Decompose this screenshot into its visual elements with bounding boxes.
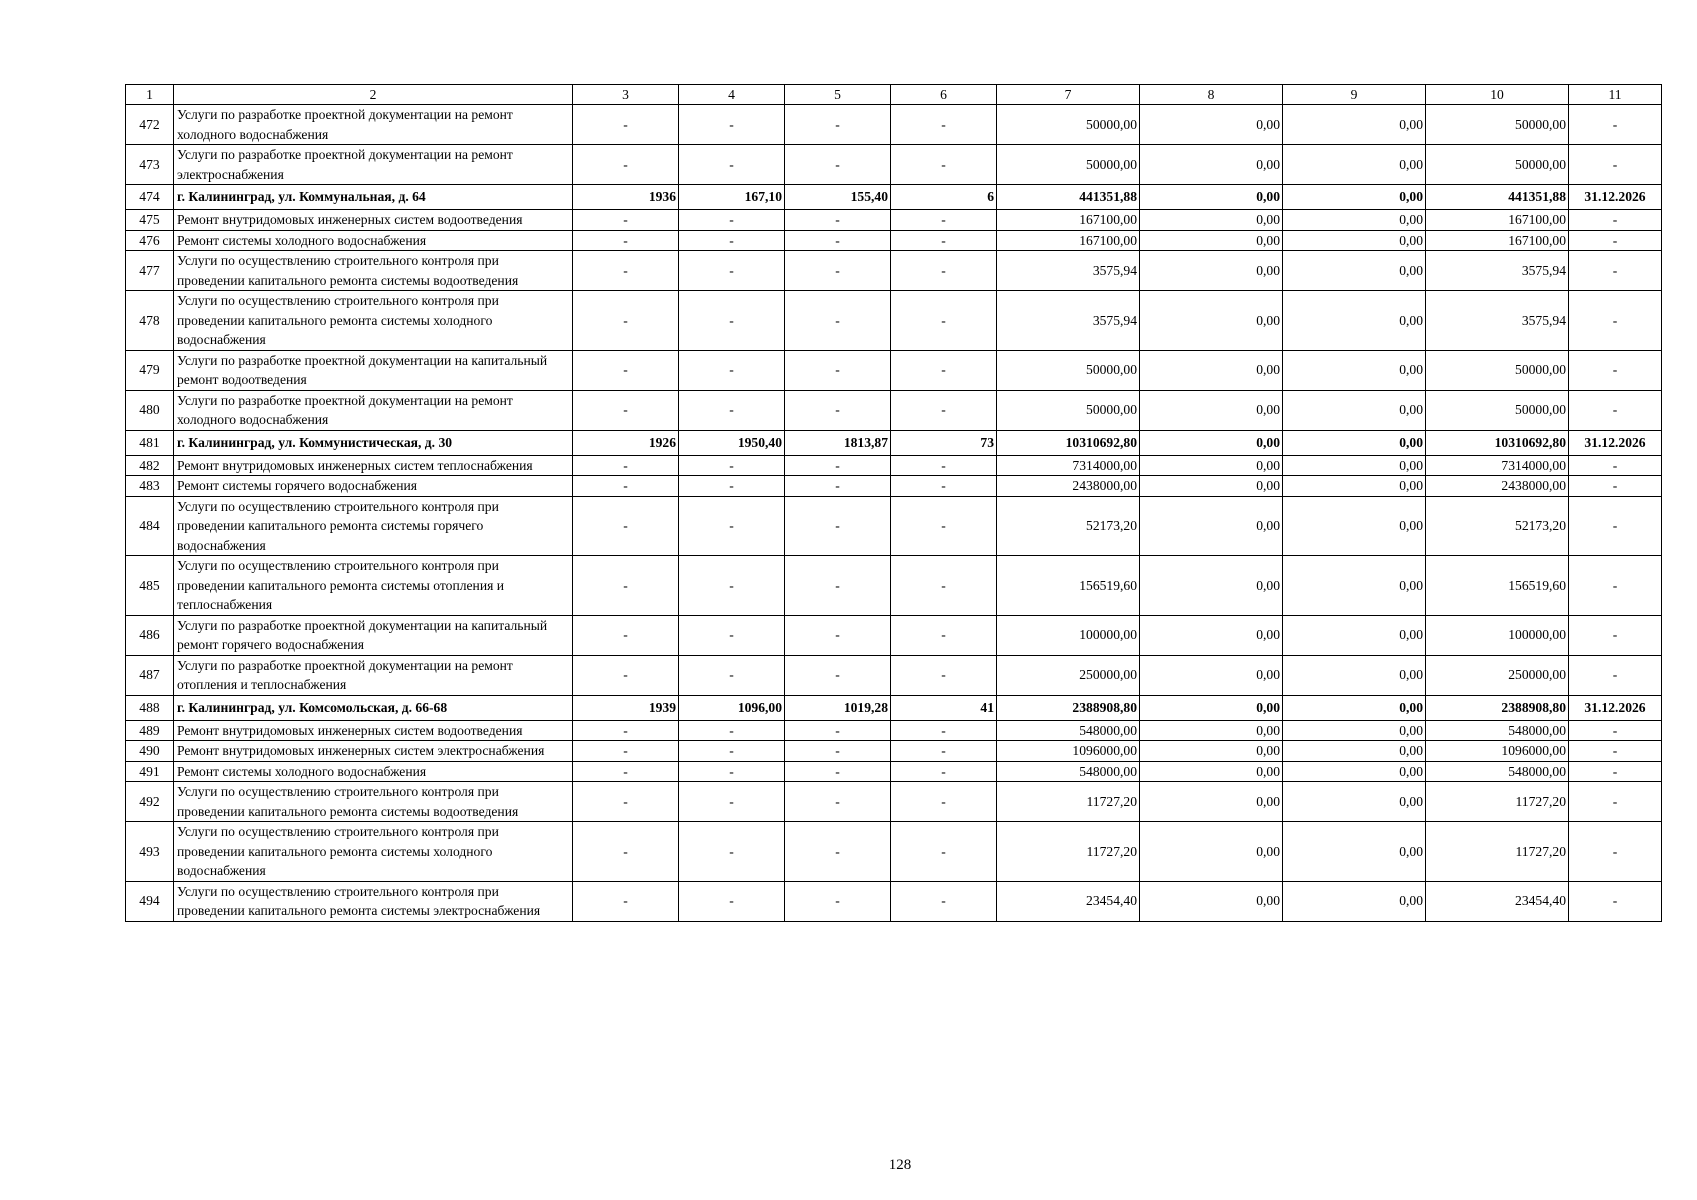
- col-6-value: -: [891, 761, 997, 782]
- header-cell: 7: [997, 85, 1140, 105]
- col-6-value: -: [891, 881, 997, 921]
- work-description: Ремонт внутридомовых инженерных систем электроснабжения: [174, 741, 573, 762]
- work-description: Услуги по осуществлению строительного контроля при проведении капитального ремонта системы водоотведения: [174, 782, 573, 822]
- col-4-value: 1950,40: [679, 430, 785, 455]
- col-6-value: 41: [891, 695, 997, 720]
- col-3-value: -: [573, 145, 679, 185]
- work-description: Ремонт внутридомовых инженерных систем водоотведения: [174, 720, 573, 741]
- table-row: [126, 720, 1662, 741]
- col-3-value: -: [573, 822, 679, 882]
- col-8-value: 0,00: [1140, 230, 1283, 251]
- col-3-value: -: [573, 881, 679, 921]
- table-row: [126, 496, 1662, 556]
- col-8-value: 0,00: [1140, 741, 1283, 762]
- col-6-value: -: [891, 251, 997, 291]
- col-10-value: 167100,00: [1426, 230, 1569, 251]
- col-8-value: 0,00: [1140, 695, 1283, 720]
- col-9-value: 0,00: [1283, 496, 1426, 556]
- col-4-value: -: [679, 556, 785, 616]
- header-cell: 8: [1140, 85, 1283, 105]
- col-4-value: -: [679, 881, 785, 921]
- table-row: [126, 822, 1662, 882]
- col-3-value: -: [573, 782, 679, 822]
- col-3-value: -: [573, 105, 679, 145]
- col-3-value: -: [573, 615, 679, 655]
- col-7-value: 52173,20: [997, 496, 1140, 556]
- col-9-value: 0,00: [1283, 251, 1426, 291]
- col-7-value: 548000,00: [997, 720, 1140, 741]
- row-number: 485: [126, 556, 174, 616]
- col-5-value: -: [785, 291, 891, 351]
- col-5-value: 155,40: [785, 185, 891, 210]
- col-9-value: 0,00: [1283, 105, 1426, 145]
- col-7-value: 23454,40: [997, 881, 1140, 921]
- col-5-value: -: [785, 822, 891, 882]
- col-3-value: 1936: [573, 185, 679, 210]
- col-7-value: 50000,00: [997, 105, 1140, 145]
- col-6-value: -: [891, 350, 997, 390]
- col-8-value: 0,00: [1140, 350, 1283, 390]
- table-row: [126, 782, 1662, 822]
- col-6-value: -: [891, 822, 997, 882]
- col-6-value: -: [891, 615, 997, 655]
- work-description: Услуги по осуществлению строительного контроля при проведении капитального ремонта системы водоотведения: [174, 251, 573, 291]
- row-number: 480: [126, 390, 174, 430]
- col-9-value: 0,00: [1283, 741, 1426, 762]
- work-description: Услуги по разработке проектной документации на ремонт электроснабжения: [174, 145, 573, 185]
- work-description: г. Калининград, ул. Коммунальная, д. 64: [174, 185, 573, 210]
- col-9-value: 0,00: [1283, 822, 1426, 882]
- col-8-value: 0,00: [1140, 615, 1283, 655]
- col-5-value: -: [785, 105, 891, 145]
- row-number: 481: [126, 430, 174, 455]
- col-10-value: 7314000,00: [1426, 455, 1569, 476]
- col-7-value: 167100,00: [997, 230, 1140, 251]
- col-4-value: -: [679, 761, 785, 782]
- work-description: Услуги по осуществлению строительного контроля при проведении капитального ремонта системы холодного водоснабжения: [174, 291, 573, 351]
- col-4-value: -: [679, 105, 785, 145]
- header-cell: 1: [126, 85, 174, 105]
- col-10-value: 50000,00: [1426, 350, 1569, 390]
- col-7-value: 167100,00: [997, 210, 1140, 231]
- col-7-value: 548000,00: [997, 761, 1140, 782]
- col-4-value: -: [679, 720, 785, 741]
- row-number: 476: [126, 230, 174, 251]
- row-number: 487: [126, 655, 174, 695]
- col-8-value: 0,00: [1140, 496, 1283, 556]
- col-4-value: -: [679, 291, 785, 351]
- col-9-value: 0,00: [1283, 430, 1426, 455]
- table-row: [126, 251, 1662, 291]
- col-8-value: 0,00: [1140, 822, 1283, 882]
- col-9-value: 0,00: [1283, 615, 1426, 655]
- col-4-value: -: [679, 741, 785, 762]
- col-7-value: 156519,60: [997, 556, 1140, 616]
- col-7-value: 2438000,00: [997, 476, 1140, 497]
- col-4-value: -: [679, 350, 785, 390]
- col-3-value: -: [573, 455, 679, 476]
- col-6-value: -: [891, 105, 997, 145]
- col-6-value: -: [891, 496, 997, 556]
- col-10-value: 10310692,80: [1426, 430, 1569, 455]
- col-10-value: 3575,94: [1426, 251, 1569, 291]
- header-cell: 5: [785, 85, 891, 105]
- header-cell: 2: [174, 85, 573, 105]
- col-10-value: 50000,00: [1426, 390, 1569, 430]
- col-11-value: -: [1569, 105, 1662, 145]
- col-4-value: -: [679, 476, 785, 497]
- header-cell: 10: [1426, 85, 1569, 105]
- col-6-value: -: [891, 291, 997, 351]
- row-number: 494: [126, 881, 174, 921]
- row-number: 492: [126, 782, 174, 822]
- row-number: 493: [126, 822, 174, 882]
- work-description: г. Калининград, ул. Комсомольская, д. 66-68: [174, 695, 573, 720]
- col-4-value: -: [679, 655, 785, 695]
- col-9-value: 0,00: [1283, 210, 1426, 231]
- col-6-value: -: [891, 556, 997, 616]
- col-10-value: 52173,20: [1426, 496, 1569, 556]
- col-9-value: 0,00: [1283, 782, 1426, 822]
- col-4-value: -: [679, 496, 785, 556]
- col-5-value: -: [785, 881, 891, 921]
- col-3-value: -: [573, 556, 679, 616]
- col-8-value: 0,00: [1140, 782, 1283, 822]
- col-11-value: -: [1569, 655, 1662, 695]
- col-11-value: -: [1569, 251, 1662, 291]
- col-5-value: 1813,87: [785, 430, 891, 455]
- row-number: 484: [126, 496, 174, 556]
- col-7-value: 10310692,80: [997, 430, 1140, 455]
- col-4-value: -: [679, 230, 785, 251]
- col-11-value: -: [1569, 210, 1662, 231]
- col-7-value: 3575,94: [997, 291, 1140, 351]
- col-11-value: 31.12.2026: [1569, 185, 1662, 210]
- col-11-value: 31.12.2026: [1569, 430, 1662, 455]
- col-5-value: -: [785, 556, 891, 616]
- col-6-value: -: [891, 720, 997, 741]
- col-11-value: -: [1569, 145, 1662, 185]
- col-4-value: -: [679, 251, 785, 291]
- col-11-value: -: [1569, 881, 1662, 921]
- col-3-value: -: [573, 496, 679, 556]
- capital-repair-table: [125, 84, 1662, 922]
- col-11-value: -: [1569, 782, 1662, 822]
- work-description: г. Калининград, ул. Коммунистическая, д. 30: [174, 430, 573, 455]
- table-row: [126, 230, 1662, 251]
- col-10-value: 2388908,80: [1426, 695, 1569, 720]
- col-10-value: 3575,94: [1426, 291, 1569, 351]
- col-5-value: 1019,28: [785, 695, 891, 720]
- col-7-value: 50000,00: [997, 145, 1140, 185]
- table-row: [126, 761, 1662, 782]
- col-6-value: -: [891, 390, 997, 430]
- col-5-value: -: [785, 350, 891, 390]
- col-4-value: 167,10: [679, 185, 785, 210]
- col-5-value: -: [785, 251, 891, 291]
- col-10-value: 548000,00: [1426, 761, 1569, 782]
- col-11-value: -: [1569, 291, 1662, 351]
- col-9-value: 0,00: [1283, 455, 1426, 476]
- work-description: Услуги по разработке проектной документации на капитальный ремонт водоотведения: [174, 350, 573, 390]
- col-10-value: 100000,00: [1426, 615, 1569, 655]
- row-number: 477: [126, 251, 174, 291]
- col-9-value: 0,00: [1283, 720, 1426, 741]
- header-cell: 4: [679, 85, 785, 105]
- col-4-value: -: [679, 390, 785, 430]
- col-11-value: 31.12.2026: [1569, 695, 1662, 720]
- table-row: [126, 105, 1662, 145]
- col-7-value: 11727,20: [997, 782, 1140, 822]
- table-row: [126, 455, 1662, 476]
- col-3-value: -: [573, 476, 679, 497]
- table-row: [126, 741, 1662, 762]
- work-description: Услуги по разработке проектной документации на ремонт отопления и теплоснабжения: [174, 655, 573, 695]
- table-row: [126, 350, 1662, 390]
- col-11-value: -: [1569, 741, 1662, 762]
- col-6-value: 73: [891, 430, 997, 455]
- col-8-value: 0,00: [1140, 145, 1283, 185]
- col-5-value: -: [785, 476, 891, 497]
- header-cell: 9: [1283, 85, 1426, 105]
- col-5-value: -: [785, 496, 891, 556]
- row-number: 483: [126, 476, 174, 497]
- col-8-value: 0,00: [1140, 761, 1283, 782]
- col-8-value: 0,00: [1140, 390, 1283, 430]
- col-8-value: 0,00: [1140, 476, 1283, 497]
- row-number: 472: [126, 105, 174, 145]
- col-3-value: -: [573, 390, 679, 430]
- col-7-value: 2388908,80: [997, 695, 1140, 720]
- row-number: 475: [126, 210, 174, 231]
- col-11-value: -: [1569, 390, 1662, 430]
- col-8-value: 0,00: [1140, 105, 1283, 145]
- col-10-value: 23454,40: [1426, 881, 1569, 921]
- row-number: 486: [126, 615, 174, 655]
- col-11-value: -: [1569, 761, 1662, 782]
- col-3-value: 1939: [573, 695, 679, 720]
- table-row: [126, 615, 1662, 655]
- row-number: 478: [126, 291, 174, 351]
- row-number: 473: [126, 145, 174, 185]
- col-6-value: -: [891, 655, 997, 695]
- col-8-value: 0,00: [1140, 210, 1283, 231]
- col-7-value: 7314000,00: [997, 455, 1140, 476]
- col-11-value: -: [1569, 822, 1662, 882]
- col-10-value: 11727,20: [1426, 782, 1569, 822]
- col-9-value: 0,00: [1283, 145, 1426, 185]
- col-10-value: 2438000,00: [1426, 476, 1569, 497]
- col-9-value: 0,00: [1283, 655, 1426, 695]
- work-description: Ремонт внутридомовых инженерных систем теплоснабжения: [174, 455, 573, 476]
- col-9-value: 0,00: [1283, 761, 1426, 782]
- address-row: [126, 430, 1662, 455]
- col-6-value: -: [891, 210, 997, 231]
- work-description: Услуги по осуществлению строительного контроля при проведении капитального ремонта системы электроснабжения: [174, 881, 573, 921]
- row-number: 491: [126, 761, 174, 782]
- work-description: Услуги по разработке проектной документации на ремонт холодного водоснабжения: [174, 390, 573, 430]
- col-11-value: -: [1569, 230, 1662, 251]
- col-10-value: 11727,20: [1426, 822, 1569, 882]
- col-9-value: 0,00: [1283, 291, 1426, 351]
- row-number: 482: [126, 455, 174, 476]
- col-10-value: 250000,00: [1426, 655, 1569, 695]
- col-5-value: -: [785, 655, 891, 695]
- col-8-value: 0,00: [1140, 291, 1283, 351]
- page-number: 128: [888, 1157, 912, 1173]
- col-8-value: 0,00: [1140, 720, 1283, 741]
- col-5-value: -: [785, 145, 891, 185]
- col-9-value: 0,00: [1283, 390, 1426, 430]
- col-3-value: -: [573, 655, 679, 695]
- row-number: 479: [126, 350, 174, 390]
- work-description: Ремонт системы холодного водоснабжения: [174, 761, 573, 782]
- col-3-value: -: [573, 741, 679, 762]
- col-3-value: -: [573, 230, 679, 251]
- col-7-value: 100000,00: [997, 615, 1140, 655]
- col-6-value: -: [891, 476, 997, 497]
- table-row: [126, 291, 1662, 351]
- col-4-value: 1096,00: [679, 695, 785, 720]
- col-9-value: 0,00: [1283, 556, 1426, 616]
- work-description: Ремонт системы горячего водоснабжения: [174, 476, 573, 497]
- col-11-value: -: [1569, 350, 1662, 390]
- work-description: Услуги по осуществлению строительного контроля при проведении капитального ремонта системы холодного водоснабжения: [174, 822, 573, 882]
- address-row: [126, 185, 1662, 210]
- col-10-value: 441351,88: [1426, 185, 1569, 210]
- table-row: [126, 210, 1662, 231]
- col-5-value: -: [785, 761, 891, 782]
- col-8-value: 0,00: [1140, 881, 1283, 921]
- work-description: Услуги по разработке проектной документации на ремонт холодного водоснабжения: [174, 105, 573, 145]
- col-3-value: -: [573, 350, 679, 390]
- col-8-value: 0,00: [1140, 455, 1283, 476]
- col-7-value: 50000,00: [997, 390, 1140, 430]
- col-7-value: 441351,88: [997, 185, 1140, 210]
- row-number: 474: [126, 185, 174, 210]
- col-4-value: -: [679, 615, 785, 655]
- col-3-value: 1926: [573, 430, 679, 455]
- col-7-value: 11727,20: [997, 822, 1140, 882]
- col-11-value: -: [1569, 556, 1662, 616]
- col-5-value: -: [785, 741, 891, 762]
- col-7-value: 50000,00: [997, 350, 1140, 390]
- table-row: [126, 476, 1662, 497]
- col-9-value: 0,00: [1283, 695, 1426, 720]
- col-10-value: 1096000,00: [1426, 741, 1569, 762]
- col-3-value: -: [573, 251, 679, 291]
- col-11-value: -: [1569, 615, 1662, 655]
- col-5-value: -: [785, 230, 891, 251]
- col-8-value: 0,00: [1140, 185, 1283, 210]
- col-7-value: 250000,00: [997, 655, 1140, 695]
- work-description: Услуги по разработке проектной документации на капитальный ремонт горячего водоснабжения: [174, 615, 573, 655]
- col-11-value: -: [1569, 455, 1662, 476]
- header-cell: 6: [891, 85, 997, 105]
- col-11-value: -: [1569, 476, 1662, 497]
- col-6-value: -: [891, 145, 997, 185]
- col-5-value: -: [785, 455, 891, 476]
- col-3-value: -: [573, 210, 679, 231]
- column-number-header-row: [126, 85, 1662, 105]
- col-5-value: -: [785, 782, 891, 822]
- col-9-value: 0,00: [1283, 476, 1426, 497]
- col-6-value: -: [891, 455, 997, 476]
- row-number: 489: [126, 720, 174, 741]
- col-9-value: 0,00: [1283, 185, 1426, 210]
- table-row: [126, 655, 1662, 695]
- table-row: [126, 556, 1662, 616]
- col-4-value: -: [679, 822, 785, 882]
- col-10-value: 50000,00: [1426, 145, 1569, 185]
- col-8-value: 0,00: [1140, 655, 1283, 695]
- row-number: 488: [126, 695, 174, 720]
- work-description: Услуги по осуществлению строительного контроля при проведении капитального ремонта системы горячего водоснабжения: [174, 496, 573, 556]
- col-9-value: 0,00: [1283, 881, 1426, 921]
- table-row: [126, 881, 1662, 921]
- row-number: 490: [126, 741, 174, 762]
- col-6-value: -: [891, 741, 997, 762]
- col-6-value: -: [891, 782, 997, 822]
- col-10-value: 548000,00: [1426, 720, 1569, 741]
- col-5-value: -: [785, 615, 891, 655]
- work-description: Ремонт внутридомовых инженерных систем водоотведения: [174, 210, 573, 231]
- col-8-value: 0,00: [1140, 556, 1283, 616]
- col-6-value: 6: [891, 185, 997, 210]
- col-6-value: -: [891, 230, 997, 251]
- work-description: Услуги по осуществлению строительного контроля при проведении капитального ремонта системы отопления и теплоснабжения: [174, 556, 573, 616]
- col-5-value: -: [785, 720, 891, 741]
- col-11-value: -: [1569, 496, 1662, 556]
- col-9-value: 0,00: [1283, 350, 1426, 390]
- header-cell: 11: [1569, 85, 1662, 105]
- col-10-value: 50000,00: [1426, 105, 1569, 145]
- table-row: [126, 390, 1662, 430]
- work-description: Ремонт системы холодного водоснабжения: [174, 230, 573, 251]
- col-4-value: -: [679, 145, 785, 185]
- address-row: [126, 695, 1662, 720]
- col-7-value: 3575,94: [997, 251, 1140, 291]
- col-10-value: 156519,60: [1426, 556, 1569, 616]
- col-5-value: -: [785, 390, 891, 430]
- col-3-value: -: [573, 761, 679, 782]
- col-3-value: -: [573, 291, 679, 351]
- col-4-value: -: [679, 455, 785, 476]
- table-row: [126, 145, 1662, 185]
- col-4-value: -: [679, 210, 785, 231]
- col-5-value: -: [785, 210, 891, 231]
- col-3-value: -: [573, 720, 679, 741]
- header-cell: 3: [573, 85, 679, 105]
- col-10-value: 167100,00: [1426, 210, 1569, 231]
- col-9-value: 0,00: [1283, 230, 1426, 251]
- col-11-value: -: [1569, 720, 1662, 741]
- col-7-value: 1096000,00: [997, 741, 1140, 762]
- col-8-value: 0,00: [1140, 430, 1283, 455]
- col-4-value: -: [679, 782, 785, 822]
- col-8-value: 0,00: [1140, 251, 1283, 291]
